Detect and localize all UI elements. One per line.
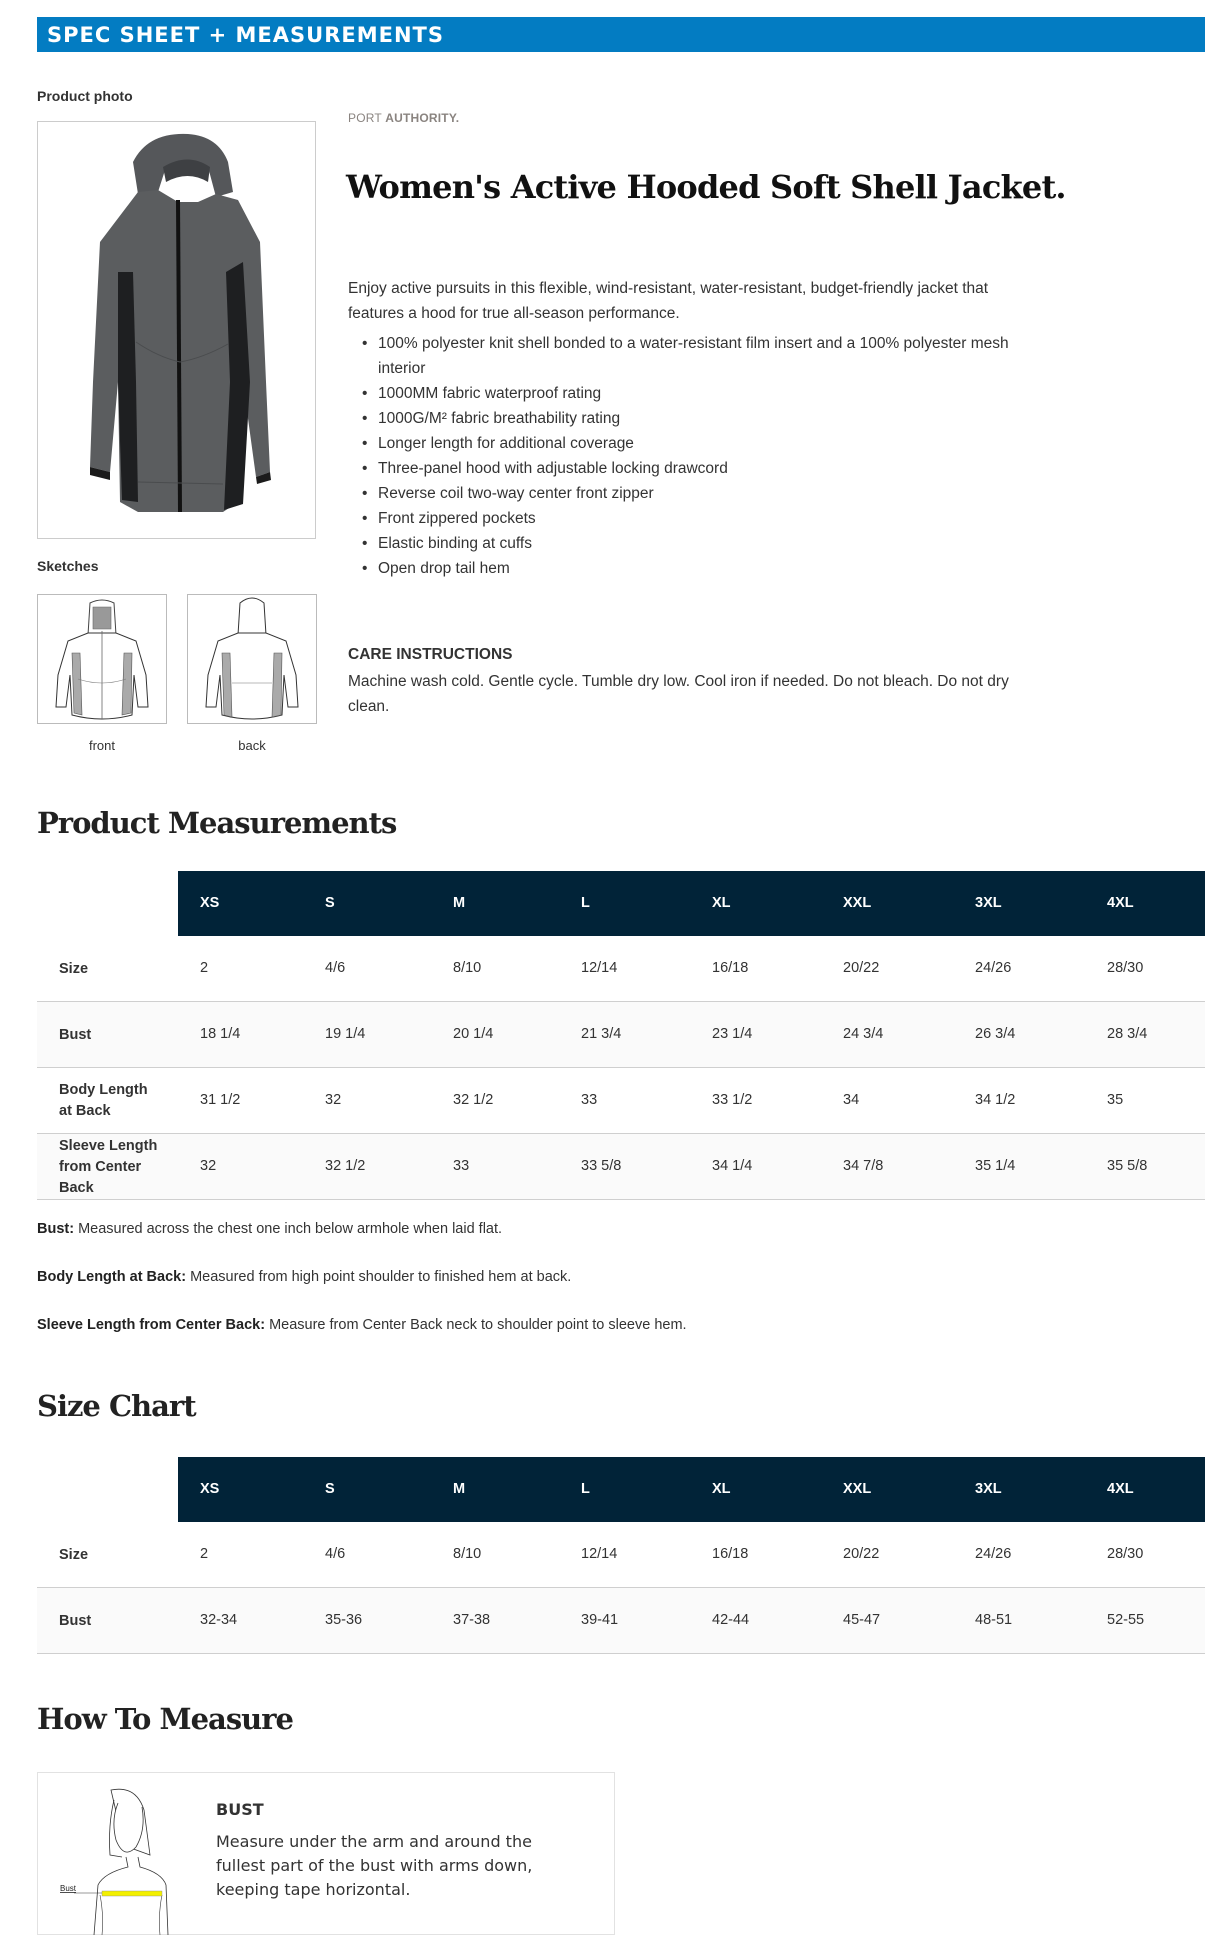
sketches-label: Sketches	[37, 558, 99, 574]
care-text: Machine wash cold. Gentle cycle. Tumble dry low. Cool iron if needed. Do not bleach. Do not dry clean.	[348, 673, 1009, 715]
table-cell: 19 1/4	[325, 1026, 366, 1042]
table-cell: 18 1/4	[200, 1026, 241, 1042]
table-cell: 8/10	[453, 1546, 482, 1562]
feature-item: • Front zippered pockets	[378, 506, 1018, 531]
care-heading: CARE INSTRUCTIONS	[348, 646, 513, 663]
brand-logo	[348, 111, 459, 125]
table-cell: 32 1/2	[453, 1092, 494, 1108]
size-column-header: XXL	[843, 1481, 872, 1497]
product-title: Women's Active Hooded Soft Shell Jacket.	[346, 168, 1066, 206]
table-cell: 24/26	[975, 1546, 1012, 1562]
table-row	[37, 1134, 1205, 1200]
table-cell: 20/22	[843, 960, 880, 976]
brand-light: PORT	[348, 111, 382, 125]
table-cell: 2	[200, 960, 209, 976]
product-photo-label: Product photo	[37, 88, 133, 104]
feature-item: • 1000MM fabric waterproof rating	[378, 381, 1018, 406]
table-cell: 4/6	[325, 960, 346, 976]
size-column-header: 3XL	[975, 895, 1002, 911]
table-cell: 39-41	[581, 1612, 619, 1628]
feature-item: • Longer length for additional coverage	[378, 431, 1018, 456]
feature-item: • 100% polyester knit shell bonded to a water-resistant film insert and a 100% polyester mesh interior	[378, 331, 1018, 381]
table-cell: 24/26	[975, 960, 1012, 976]
table-cell: 32	[200, 1158, 217, 1174]
bust-diagram-icon	[56, 1785, 186, 1935]
table-cell: 32-34	[200, 1612, 238, 1628]
how-to-measure-heading: How To Measure	[37, 1702, 293, 1736]
row-label: Bust	[59, 1026, 92, 1043]
note-bust	[37, 1221, 502, 1237]
table-row	[37, 936, 1205, 1002]
table-cell: 34 1/2	[975, 1092, 1016, 1108]
diagram-bust-label: Bust	[60, 1884, 77, 1893]
product-photo	[37, 121, 316, 539]
feature-item: • 1000G/M² fabric breathability rating	[378, 406, 1018, 431]
table-header-row	[37, 871, 1205, 936]
note-sleeve-length	[37, 1317, 687, 1333]
row-label: Size	[59, 1546, 89, 1563]
measure-item-title: BUST	[216, 1800, 264, 1819]
row-label: Sleeve Length from Center Back	[59, 1137, 158, 1196]
table-cell: 33	[453, 1158, 470, 1174]
size-column-header: M	[453, 1481, 466, 1497]
size-column-header: XXL	[843, 895, 872, 911]
table-row	[37, 1002, 1205, 1068]
product-description: Enjoy active pursuits in this flexible, wind-resistant, water-resistant, budget-friendly jacket that features a hood for true all-season performance.	[348, 280, 989, 322]
table-cell: 20/22	[843, 1546, 880, 1562]
table-cell: 33	[581, 1092, 598, 1108]
feature-item: • Elastic binding at cuffs	[378, 531, 1018, 556]
table-cell: 12/14	[581, 1546, 618, 1562]
measure-item-text: Measure under the arm and around the fullest part of the bust with arms down, keeping tape horizontal.	[216, 1832, 533, 1899]
row-label: Bust	[59, 1612, 92, 1629]
measure-card-bust	[37, 1772, 615, 1935]
table-cell: 4/6	[325, 1546, 346, 1562]
table-cell: 16/18	[712, 1546, 749, 1562]
table-cell: 33 1/2	[712, 1092, 753, 1108]
size-column-header: S	[325, 1481, 335, 1497]
table-cell: 23 1/4	[712, 1026, 753, 1042]
table-cell: 16/18	[712, 960, 749, 976]
feature-list	[378, 331, 1018, 581]
size-column-header: L	[581, 895, 590, 911]
table-cell: 12/14	[581, 960, 618, 976]
table-cell: 35 1/4	[975, 1158, 1016, 1174]
spec-sheet-banner	[37, 17, 1205, 52]
table-cell: 52-55	[1107, 1612, 1145, 1628]
size-column-header: 3XL	[975, 1481, 1002, 1497]
note-term: Bust:	[37, 1221, 75, 1237]
size-column-header: XS	[200, 1481, 220, 1497]
table-cell: 21 3/4	[581, 1026, 622, 1042]
note-term: Body Length at Back:	[37, 1269, 187, 1285]
note-term: Sleeve Length from Center Back:	[37, 1317, 266, 1333]
row-label: Size	[59, 960, 89, 977]
row-label: Body Length at Back	[59, 1082, 148, 1119]
table-cell: 32 1/2	[325, 1158, 366, 1174]
table-cell: 48-51	[975, 1612, 1013, 1628]
size-column-header: XL	[712, 1481, 731, 1497]
table-cell: 26 3/4	[975, 1026, 1016, 1042]
feature-item: • Three-panel hood with adjustable locking drawcord	[378, 456, 1018, 481]
table-cell: 45-47	[843, 1612, 881, 1628]
table-cell: 2	[200, 1546, 209, 1562]
sketch-back-caption: back	[238, 738, 266, 753]
table-cell: 35 5/8	[1107, 1158, 1148, 1174]
jacket-photo-image	[38, 122, 315, 538]
measurements-table	[37, 871, 1205, 1200]
size-column-header: 4XL	[1107, 1481, 1134, 1497]
table-header-row	[37, 1457, 1205, 1522]
note-body-length	[37, 1269, 571, 1285]
note-text: Measured from high point shoulder to finished hem at back.	[186, 1269, 572, 1285]
note-text: Measured across the chest one inch below armhole when laid flat.	[74, 1221, 503, 1237]
table-cell: 20 1/4	[453, 1026, 494, 1042]
sketch-back	[187, 594, 317, 724]
size-column-header: L	[581, 1481, 590, 1497]
table-cell: 31 1/2	[200, 1092, 241, 1108]
table-cell: 32	[325, 1092, 342, 1108]
table-cell: 37-38	[453, 1612, 491, 1628]
size-chart-table	[37, 1457, 1205, 1654]
table-row	[37, 1522, 1205, 1588]
jacket-front-sketch-icon	[38, 595, 166, 723]
table-row	[37, 1588, 1205, 1654]
table-row	[37, 1068, 1205, 1134]
size-column-header: S	[325, 895, 335, 911]
size-column-header: M	[453, 895, 466, 911]
table-cell: 34 7/8	[843, 1158, 884, 1174]
brand-bold: AUTHORITY.	[385, 111, 460, 125]
size-column-header: XL	[712, 895, 731, 911]
table-cell: 34	[843, 1092, 860, 1108]
jacket-back-sketch-icon	[188, 595, 316, 723]
size-column-header: 4XL	[1107, 895, 1134, 911]
size-column-header: XS	[200, 895, 220, 911]
feature-item: • Reverse coil two-way center front zipper	[378, 481, 1018, 506]
feature-item: • Open drop tail hem	[378, 556, 1018, 581]
table-cell: 42-44	[712, 1612, 750, 1628]
table-cell: 24 3/4	[843, 1026, 884, 1042]
table-cell: 28/30	[1107, 1546, 1144, 1562]
table-cell: 8/10	[453, 960, 482, 976]
table-cell: 35	[1107, 1092, 1124, 1108]
note-text: Measure from Center Back neck to shoulder point to sleeve hem.	[265, 1317, 687, 1333]
banner-title: SPEC SHEET + MEASUREMENTS	[47, 23, 444, 47]
table-cell: 28 3/4	[1107, 1026, 1148, 1042]
table-cell: 28/30	[1107, 960, 1144, 976]
size-chart-heading: Size Chart	[37, 1389, 196, 1423]
table-cell: 34 1/4	[712, 1158, 753, 1174]
sketch-front-caption: front	[88, 738, 115, 753]
table-cell: 33 5/8	[581, 1158, 622, 1174]
sketch-front	[37, 594, 167, 724]
measurements-heading: Product Measurements	[37, 806, 397, 840]
table-cell: 35-36	[325, 1612, 363, 1628]
